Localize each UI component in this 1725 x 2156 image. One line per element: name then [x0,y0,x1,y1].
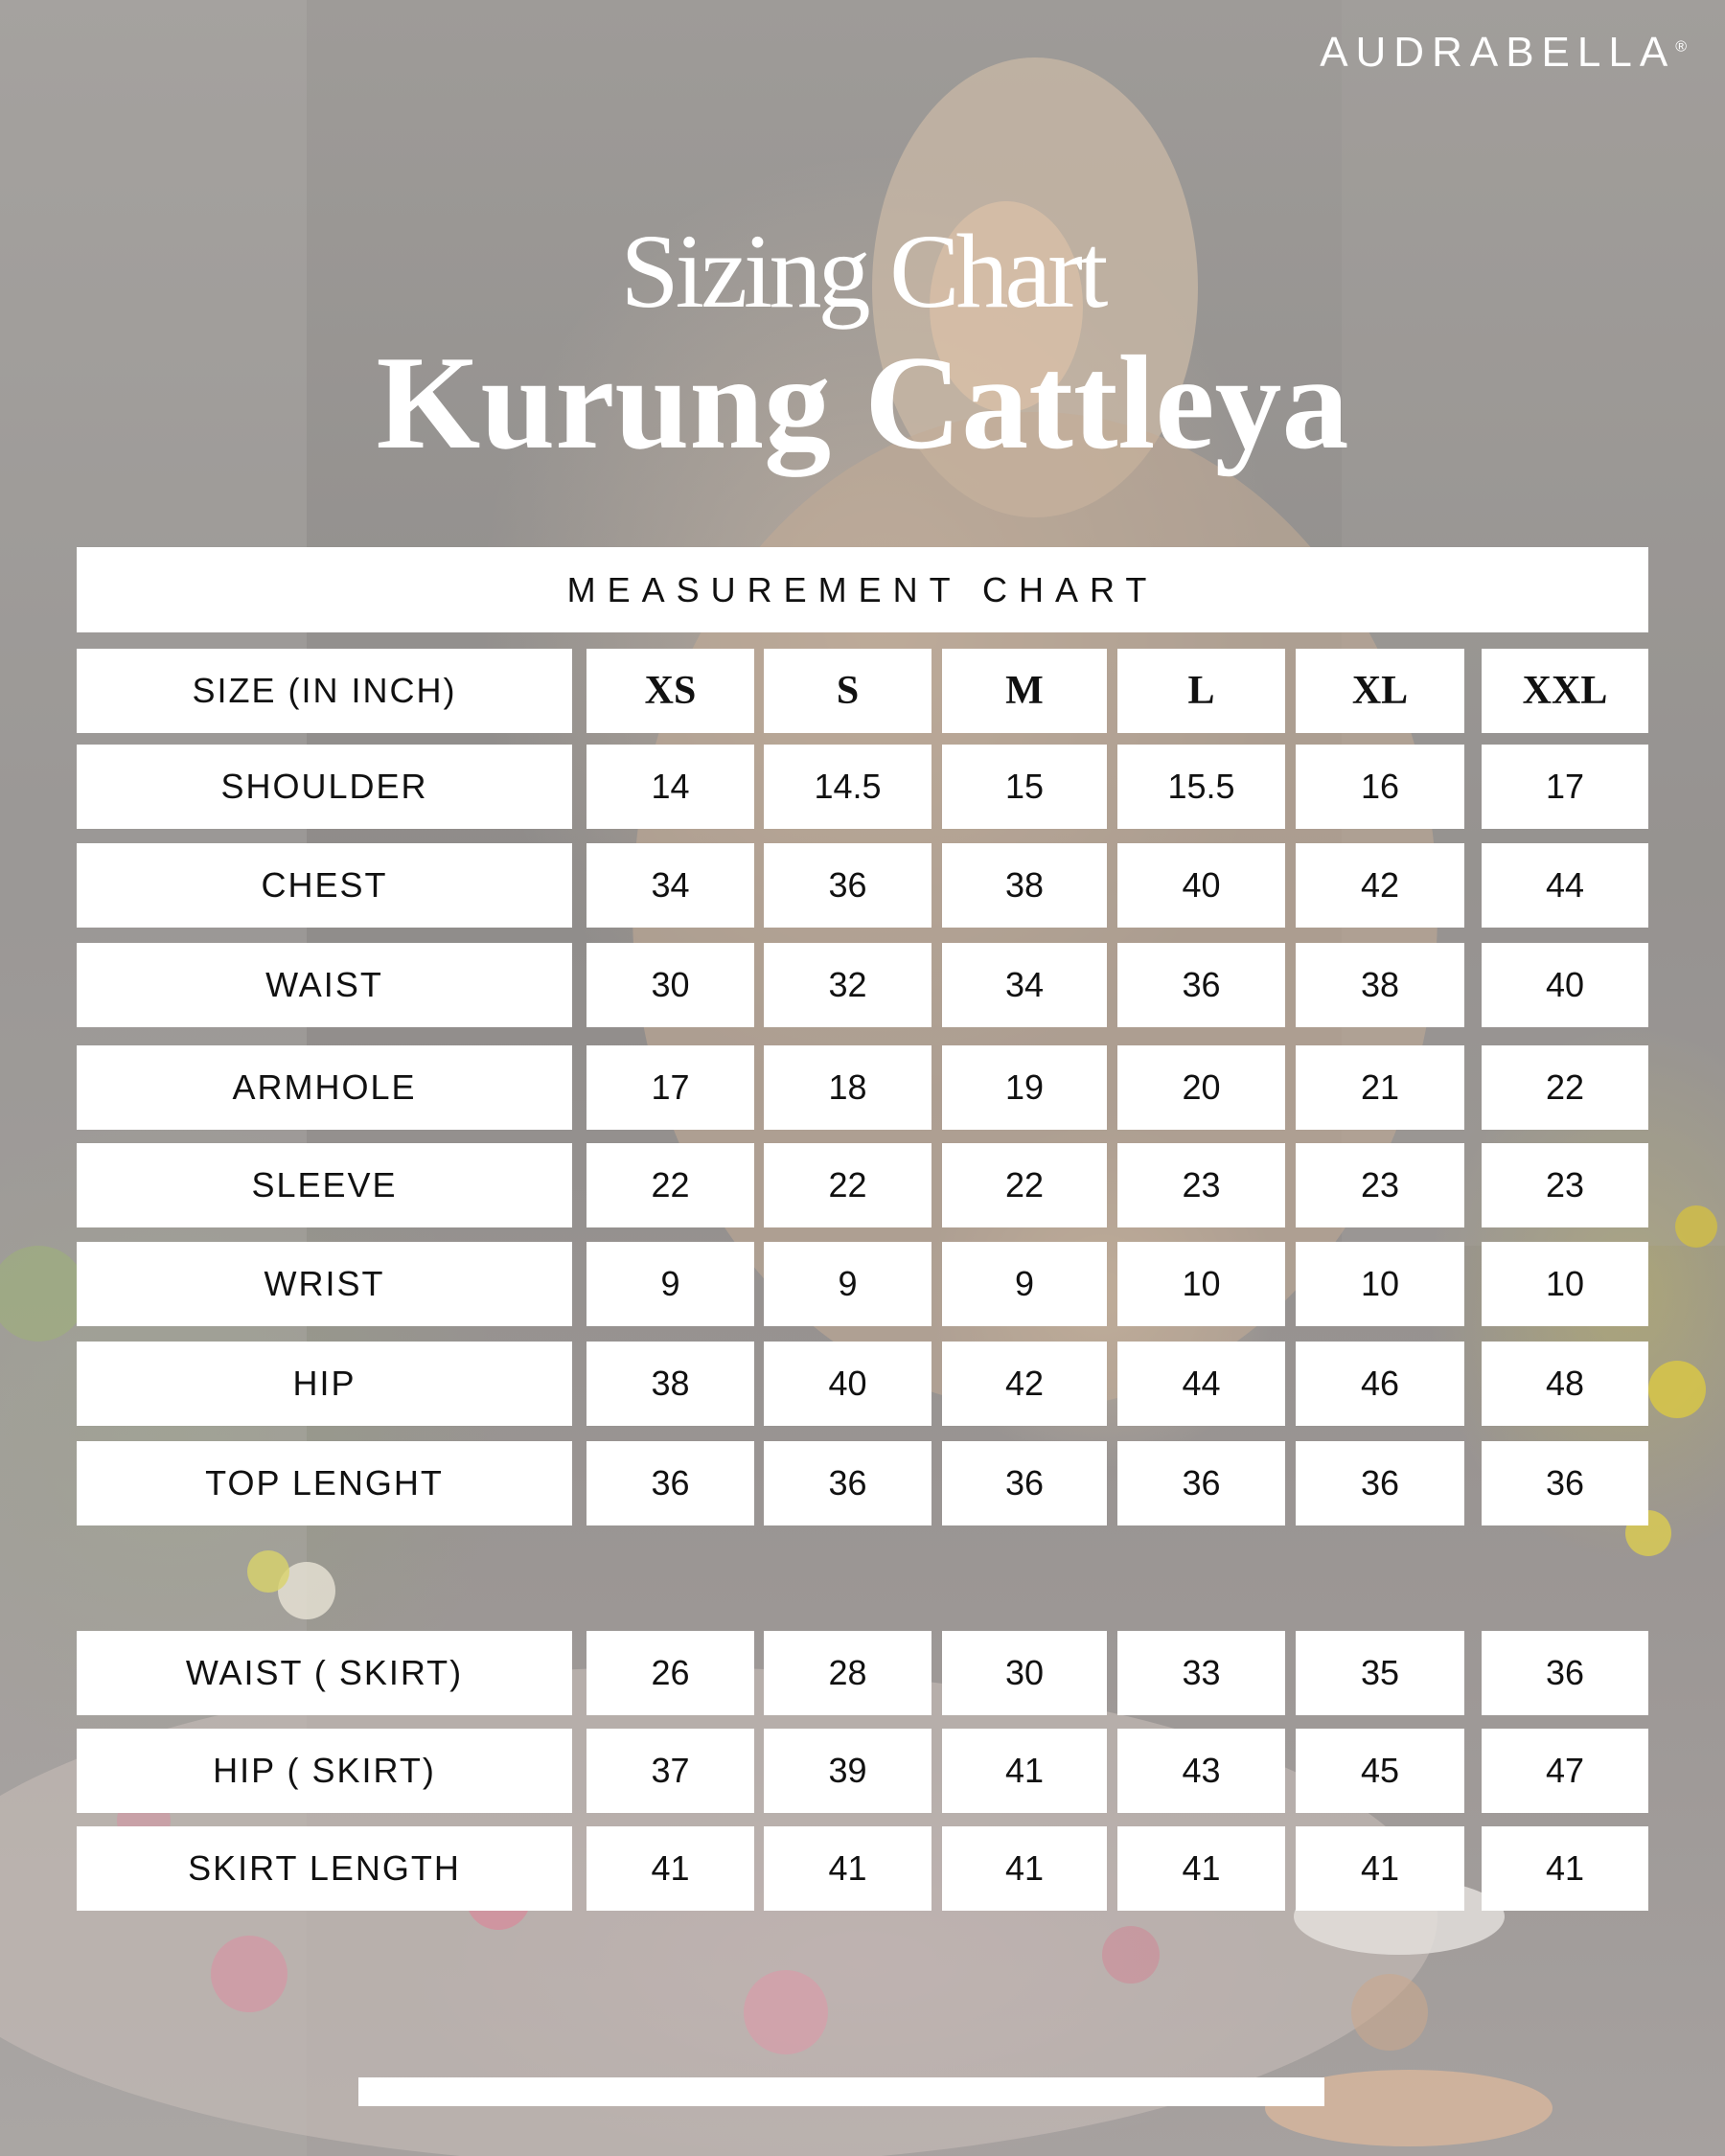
table-row-value: 15.5 [1117,745,1285,829]
skirt-row-value: 41 [586,1826,754,1911]
table-row-value: 36 [1296,1441,1464,1525]
table-row-value: 10 [1117,1242,1285,1326]
measurement-chart-header: MEASUREMENT CHART [77,547,1648,632]
table-row-value: 22 [764,1143,932,1227]
table-row-label: SLEEVE [77,1143,572,1227]
size-header-xxl: XXL [1482,649,1648,733]
table-row-value: 36 [1482,1441,1648,1525]
table-row-value: 40 [1482,943,1648,1027]
table-row-value: 36 [1117,1441,1285,1525]
table-row-value: 14.5 [764,745,932,829]
table-row-value: 9 [764,1242,932,1326]
skirt-row-label: WAIST ( SKIRT) [77,1631,572,1715]
skirt-row-value: 37 [586,1729,754,1813]
table-row-value: 9 [586,1242,754,1326]
skirt-row-value: 41 [942,1729,1107,1813]
table-row-value: 19 [942,1045,1107,1130]
table-row-value: 22 [1482,1045,1648,1130]
table-row-value: 30 [586,943,754,1027]
size-label-cell: SIZE (IN INCH) [77,649,572,733]
table-row-value: 40 [764,1342,932,1426]
table-row-value: 32 [764,943,932,1027]
skirt-row-value: 41 [1296,1826,1464,1911]
table-row-value: 38 [586,1342,754,1426]
table-row-value: 34 [942,943,1107,1027]
table-row-value: 38 [942,843,1107,928]
skirt-row-value: 41 [942,1826,1107,1911]
table-row-value: 34 [586,843,754,928]
table-row-value: 16 [1296,745,1464,829]
table-row-value: 23 [1482,1143,1648,1227]
title-product-name: Kurung Cattleya [376,329,1349,477]
skirt-row-value: 26 [586,1631,754,1715]
table-row-label: WAIST [77,943,572,1027]
table-row-value: 40 [1117,843,1285,928]
size-header-s: S [764,649,932,733]
table-row-value: 10 [1296,1242,1464,1326]
skirt-row-value: 28 [764,1631,932,1715]
table-row-value: 23 [1117,1143,1285,1227]
table-row-value: 17 [586,1045,754,1130]
size-header-xs: XS [586,649,754,733]
table-row-value: 38 [1296,943,1464,1027]
table-row-value: 36 [1117,943,1285,1027]
table-row-value: 14 [586,745,754,829]
skirt-row-value: 33 [1117,1631,1285,1715]
table-row-value: 18 [764,1045,932,1130]
title-sizing-chart: Sizing Chart [620,213,1105,330]
table-row-value: 10 [1482,1242,1648,1326]
skirt-row-value: 41 [1117,1826,1285,1911]
skirt-row-value: 36 [1482,1631,1648,1715]
table-row-value: 36 [764,843,932,928]
table-row-value: 20 [1117,1045,1285,1130]
table-row-value: 48 [1482,1342,1648,1426]
table-row-value: 42 [1296,843,1464,928]
skirt-row-value: 45 [1296,1729,1464,1813]
table-row-label: CHEST [77,843,572,928]
table-row-value: 44 [1117,1342,1285,1426]
table-row-value: 22 [942,1143,1107,1227]
size-header-l: L [1117,649,1285,733]
table-row-value: 36 [764,1441,932,1525]
table-row-value: 22 [586,1143,754,1227]
table-row-label: TOP LENGHT [77,1441,572,1525]
brand-logo: AUDRABELLA® [1320,29,1687,76]
skirt-row-label: HIP ( SKIRT) [77,1729,572,1813]
table-row-value: 15 [942,745,1107,829]
skirt-row-value: 43 [1117,1729,1285,1813]
table-row-label: ARMHOLE [77,1045,572,1130]
skirt-row-value: 39 [764,1729,932,1813]
table-row-value: 36 [586,1441,754,1525]
skirt-row-value: 30 [942,1631,1107,1715]
table-row-value: 21 [1296,1045,1464,1130]
skirt-row-label: SKIRT LENGTH [77,1826,572,1911]
table-row-value: 17 [1482,745,1648,829]
skirt-row-value: 41 [1482,1826,1648,1911]
table-row-value: 9 [942,1242,1107,1326]
size-header-xl: XL [1296,649,1464,733]
skirt-row-value: 35 [1296,1631,1464,1715]
size-header-m: M [942,649,1107,733]
bottom-divider [358,2077,1324,2106]
table-row-value: 36 [942,1441,1107,1525]
table-row-label: WRIST [77,1242,572,1326]
table-row-value: 23 [1296,1143,1464,1227]
table-row-value: 46 [1296,1342,1464,1426]
table-row-value: 42 [942,1342,1107,1426]
skirt-row-value: 41 [764,1826,932,1911]
table-row-value: 44 [1482,843,1648,928]
skirt-row-value: 47 [1482,1729,1648,1813]
table-row-label: HIP [77,1342,572,1426]
table-row-label: SHOULDER [77,745,572,829]
